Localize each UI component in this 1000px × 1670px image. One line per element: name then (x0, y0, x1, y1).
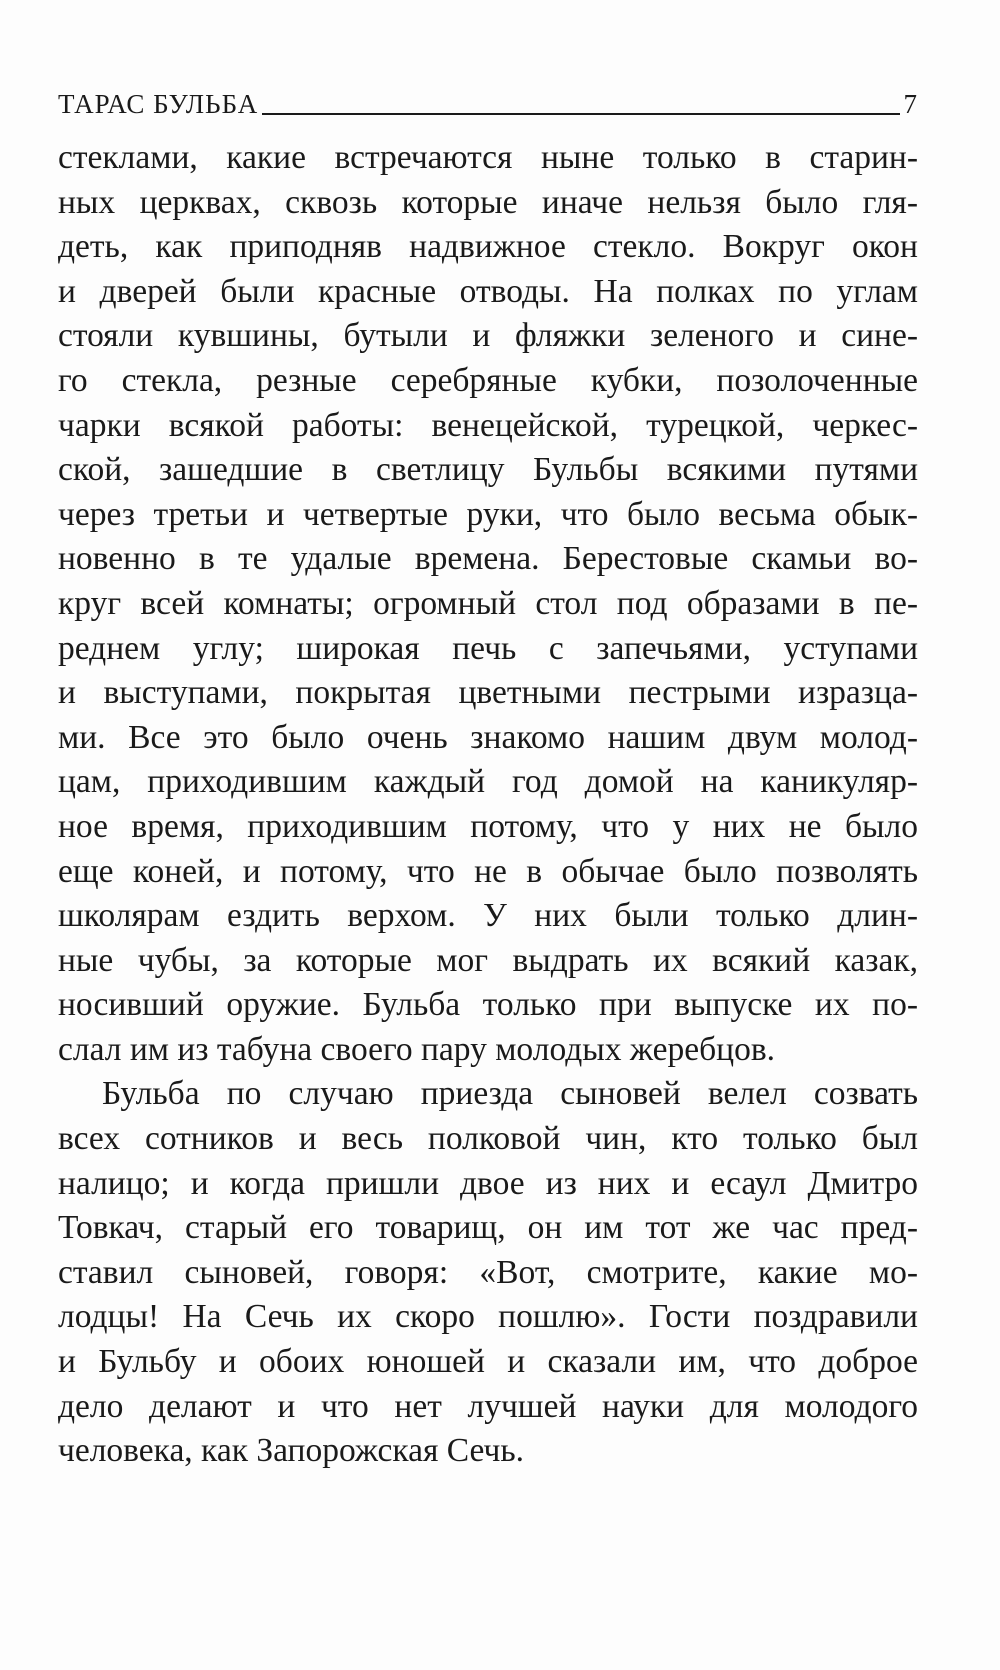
text-line: ми. Все это было очень знакомо нашим двум молод- (58, 718, 918, 756)
text-line: го стекла, резные серебряные кубки, позолоченные (58, 361, 918, 399)
book-title: ТАРАС БУЛЬБА (58, 89, 259, 119)
text-line: ской, зашедшие в светлицу Бульбы всякими путями (58, 451, 918, 489)
text-line: Товкач, старый его товарищ, он им тот же час пред- (58, 1209, 918, 1247)
text-line: через третьи и четвертые руки, что было весьма обык- (58, 495, 918, 533)
text-line: деть, как приподняв надвижное стекло. Вокруг окон (58, 228, 918, 266)
body-text (58, 136, 918, 1474)
text-line: лодцы! На Сечь их скоро пошлю». Гости поздравили (58, 1298, 918, 1336)
text-line: круг всей комнаты; огромный стол под образами в пе- (58, 584, 918, 622)
text-line: человека, как Запорожская Сечь. (58, 1432, 525, 1470)
text-line: новенно в те удалые времена. Берестовые скамьи во- (58, 540, 918, 578)
text-line: цам, приходившим каждый год домой на каникуляр- (58, 763, 918, 801)
text-line: дело делают и что нет лучшей науки для молодого (58, 1387, 918, 1425)
text-line: чарки всякой работы: венецейской, турецкой, черкес- (58, 406, 918, 444)
text-line: и дверей были красные отводы. На полках по углам (58, 272, 918, 310)
text-line: и Бульбу и обоих юношей и сказали им, что доброе (58, 1343, 918, 1381)
text-line: Бульба по случаю приезда сыновей велел созвать (102, 1075, 918, 1113)
text-line: слал им из табуна своего пару молодых жеребцов. (58, 1030, 776, 1068)
running-header (58, 78, 918, 118)
text-line: стояли кувшины, бутыли и фляжки зеленого и сине- (58, 317, 918, 355)
text-line: ставил сыновей, говоря: «Вот, смотрите, какие мо- (58, 1253, 918, 1291)
text-line: ные чубы, за которые мог выдрать их всякий казак, (58, 941, 918, 979)
text-line: стеклами, какие встречаются ныне только в старин- (58, 139, 918, 176)
text-line: ное время, приходившим потому, что у них не было (58, 807, 918, 845)
header-rule (262, 113, 899, 115)
text-line: всех сотников и весь полковой чин, кто только был (58, 1120, 918, 1158)
text-line: и выступами, покрытая цветными пестрыми изразца- (58, 674, 918, 712)
text-line: еще коней, и потому, что не в обычае было позволять (58, 852, 918, 890)
text-line: носивший оружие. Бульба только при выпуске их по- (58, 986, 918, 1024)
text-line: школярам ездить верхом. У них были только длин- (58, 897, 918, 935)
text-line: ных церквах, сквозь которые иначе нельзя было гля- (58, 183, 918, 221)
text-line: реднем углу; широкая печь с запечьями, уступами (58, 629, 918, 667)
page-number: 7 (903, 89, 918, 119)
text-line: налицо; и когда пришли двое из них и есаул Дмитро (58, 1164, 918, 1202)
